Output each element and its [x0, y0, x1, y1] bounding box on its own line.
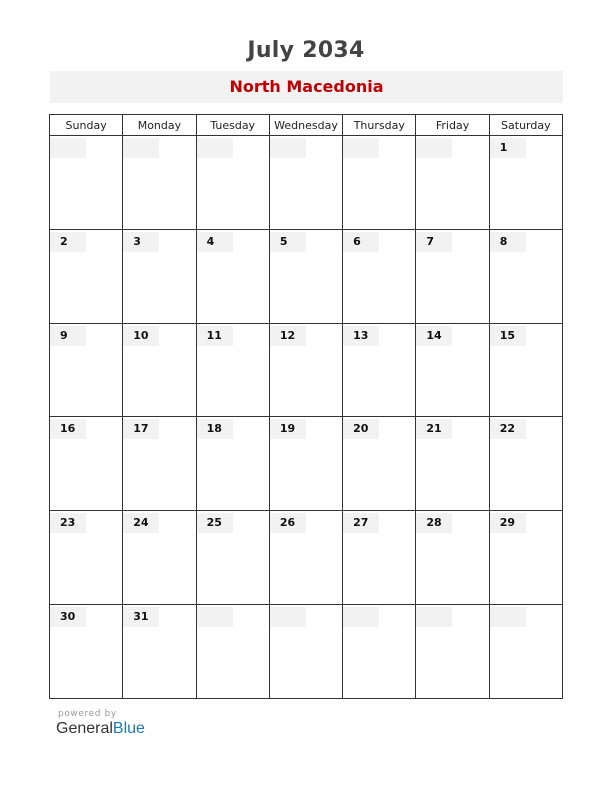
day-cell [343, 323, 416, 417]
day-number: 22 [490, 419, 526, 439]
day-cell [416, 605, 489, 699]
day-cell [123, 229, 196, 323]
day-number: 25 [197, 513, 233, 533]
day-cell [123, 511, 196, 605]
day-cell [416, 323, 489, 417]
weekday-header: Monday [123, 115, 196, 136]
powered-by-text: powered by [58, 709, 117, 719]
day-number: 30 [50, 607, 86, 627]
footer-branding [56, 709, 145, 738]
day-number: 16 [50, 419, 86, 439]
day-cell [123, 605, 196, 699]
brand-logo [56, 720, 145, 738]
day-number: 18 [197, 419, 233, 439]
country-banner [50, 71, 563, 103]
weekday-header: Friday [416, 115, 489, 136]
day-number [123, 138, 159, 158]
day-cell [123, 323, 196, 417]
day-number: 21 [416, 419, 452, 439]
day-cell [416, 229, 489, 323]
day-cell [269, 136, 342, 230]
day-cell [196, 229, 269, 323]
day-cell [489, 136, 562, 230]
brand-blue-text: Blue [112, 720, 145, 737]
day-number: 20 [343, 419, 379, 439]
day-cell [489, 511, 562, 605]
day-cell [343, 605, 416, 699]
day-number: 3 [123, 232, 159, 252]
day-cell [50, 605, 123, 699]
day-number: 27 [343, 513, 379, 533]
day-cell [196, 511, 269, 605]
day-number: 13 [343, 326, 379, 346]
day-cell [489, 323, 562, 417]
day-number: 14 [416, 326, 452, 346]
week-row [50, 511, 563, 605]
day-number [416, 607, 452, 627]
day-cell [196, 136, 269, 230]
week-row [50, 605, 563, 699]
day-cell [343, 511, 416, 605]
day-cell [269, 229, 342, 323]
day-number [270, 138, 306, 158]
day-cell [50, 511, 123, 605]
country-name: North Macedonia [229, 77, 384, 96]
day-number: 5 [270, 232, 306, 252]
week-row [50, 323, 563, 417]
day-number: 10 [123, 326, 159, 346]
page-title: July 2034 [247, 38, 365, 63]
day-cell [50, 417, 123, 511]
day-number: 7 [416, 232, 452, 252]
day-number [197, 138, 233, 158]
day-number: 2 [50, 232, 86, 252]
day-number [197, 607, 233, 627]
day-number [50, 138, 86, 158]
day-cell [416, 417, 489, 511]
day-number: 24 [123, 513, 159, 533]
brand-general-text: General [56, 720, 113, 737]
day-cell [416, 136, 489, 230]
day-number [416, 138, 452, 158]
day-number: 11 [197, 326, 233, 346]
day-number [490, 607, 526, 627]
day-number: 9 [50, 326, 86, 346]
day-number: 26 [270, 513, 306, 533]
day-cell [343, 136, 416, 230]
day-number [343, 138, 379, 158]
weekday-header: Thursday [343, 115, 416, 136]
calendar-grid [49, 114, 563, 699]
day-cell [489, 229, 562, 323]
day-cell [269, 323, 342, 417]
day-number: 31 [123, 607, 159, 627]
weekday-header: Wednesday [269, 115, 342, 136]
day-cell [269, 417, 342, 511]
weekday-header: Tuesday [196, 115, 269, 136]
day-number: 8 [490, 232, 526, 252]
day-cell [489, 605, 562, 699]
day-cell [123, 136, 196, 230]
day-number: 4 [197, 232, 233, 252]
weekday-header: Saturday [489, 115, 562, 136]
day-number: 19 [270, 419, 306, 439]
day-cell [196, 605, 269, 699]
day-cell [343, 417, 416, 511]
week-row [50, 229, 563, 323]
day-cell [123, 417, 196, 511]
day-cell [269, 511, 342, 605]
day-number: 28 [416, 513, 452, 533]
day-cell [416, 511, 489, 605]
day-cell [196, 323, 269, 417]
day-cell [489, 417, 562, 511]
day-cell [196, 417, 269, 511]
calendar-body [50, 136, 563, 699]
day-number [270, 607, 306, 627]
day-cell [50, 323, 123, 417]
day-number: 15 [490, 326, 526, 346]
day-number: 29 [490, 513, 526, 533]
day-number [343, 607, 379, 627]
weekday-header: Sunday [50, 115, 123, 136]
day-cell [50, 229, 123, 323]
day-cell [343, 229, 416, 323]
day-number: 23 [50, 513, 86, 533]
day-number: 12 [270, 326, 306, 346]
day-number: 6 [343, 232, 379, 252]
day-number: 1 [490, 138, 526, 158]
week-row [50, 136, 563, 230]
day-number: 17 [123, 419, 159, 439]
day-cell [50, 136, 123, 230]
day-cell [269, 605, 342, 699]
week-row [50, 417, 563, 511]
weekday-header-row [50, 115, 563, 136]
